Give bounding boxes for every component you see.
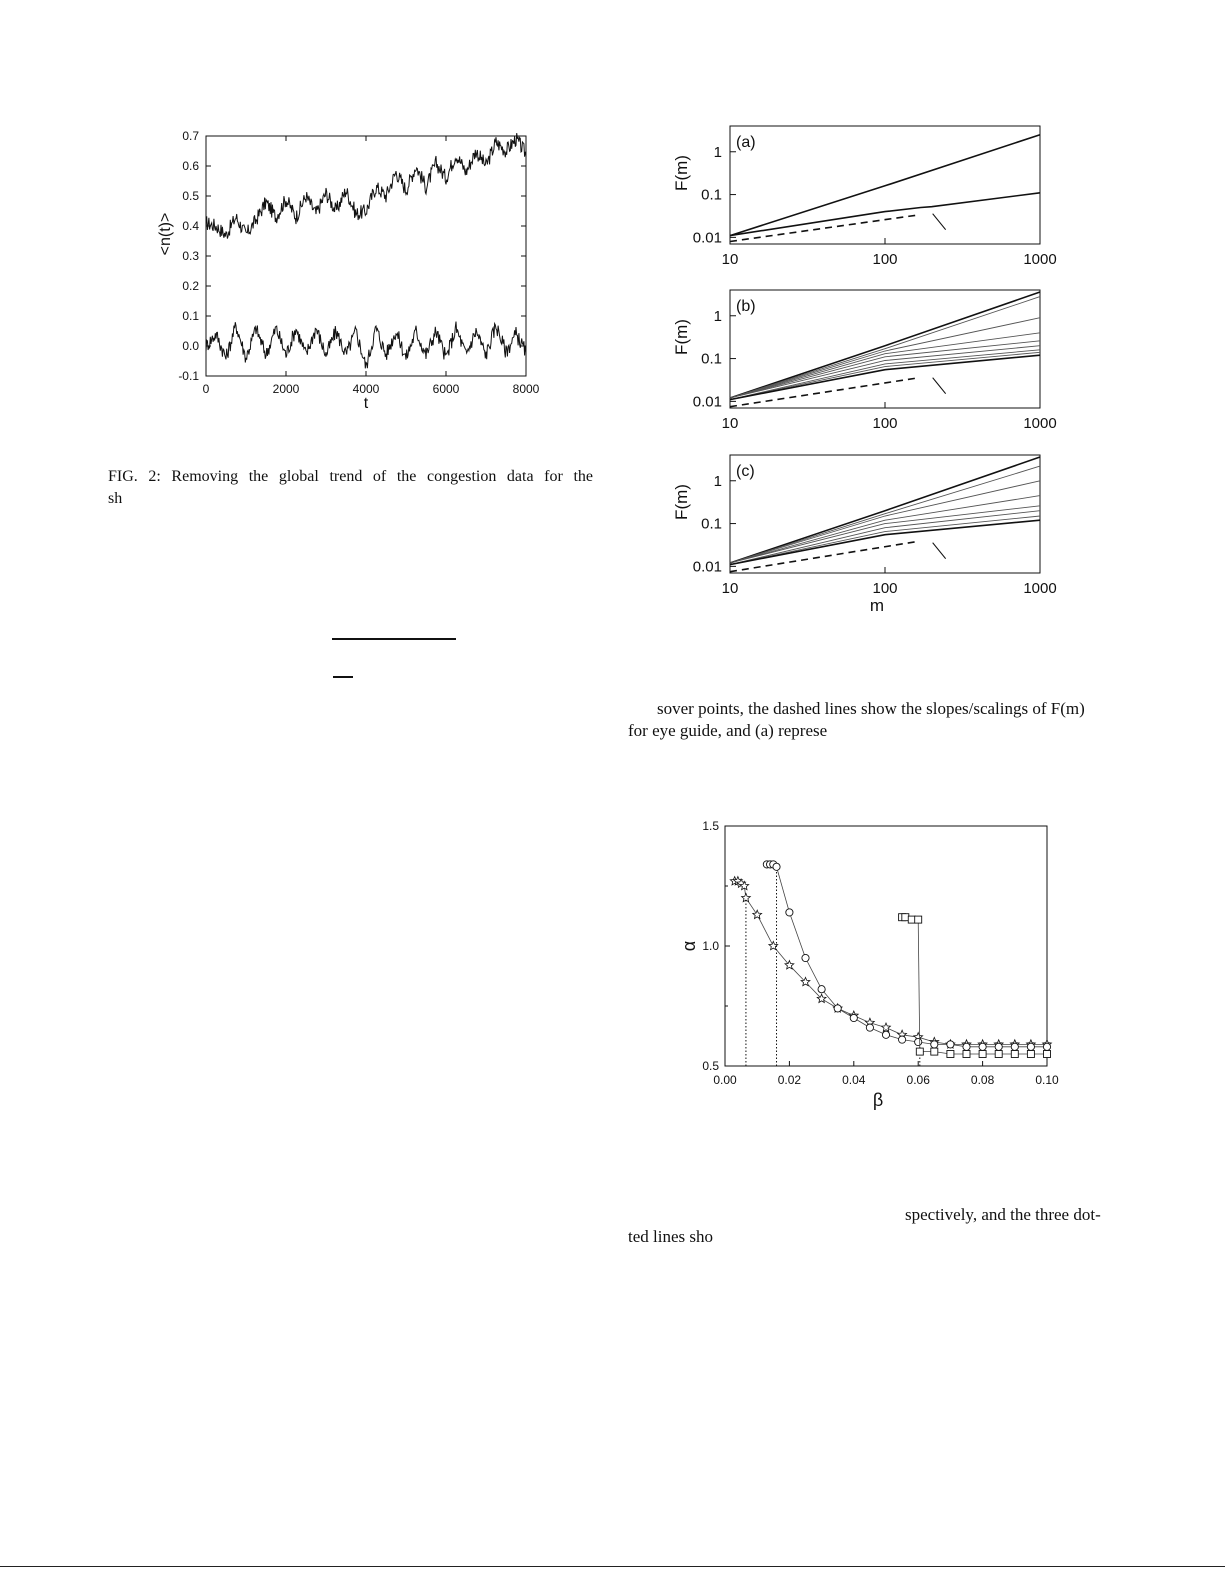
fig2-chart <box>150 128 550 418</box>
fig3-series-bottom <box>730 355 1040 399</box>
fig4-marker-circle <box>963 1043 970 1050</box>
fig3-ytick-label: 0.01 <box>692 393 722 411</box>
fig2-ytick-label: 0.5 <box>182 189 199 203</box>
fig4-line-circles <box>767 864 1047 1046</box>
fig4-marker-square <box>979 1051 986 1058</box>
fig3-series-upper <box>730 135 1040 236</box>
fig4-marker-square <box>1027 1051 1034 1058</box>
fig2-ytick-label: 0.6 <box>182 159 199 173</box>
fig3-panel-label: (b) <box>736 298 756 315</box>
fig4-marker-square <box>916 1048 923 1055</box>
fig2-frame <box>206 136 526 376</box>
fig3-ytick-label: 1 <box>713 143 722 161</box>
fig4-marker-circle <box>995 1043 1002 1050</box>
fig3-ylabel: F(m) <box>672 155 691 191</box>
fig2-series-original <box>206 133 526 239</box>
fig3-series-dashed-guide <box>730 215 917 241</box>
fig3-xtick-label: 1000 <box>1023 251 1057 268</box>
fig4-marker-circle <box>866 1024 873 1031</box>
fig4-marker-square <box>908 916 915 923</box>
fig2-ylabel: <n(t)> <box>157 212 174 256</box>
fig3-ytick-label: 0.01 <box>692 558 722 576</box>
fig4-line-squares <box>902 917 1047 1054</box>
fig3-ytick-label: 0.1 <box>701 515 722 533</box>
fig2-ytick-label: 0.3 <box>182 249 199 263</box>
page-bottom-rule <box>0 1566 1225 1567</box>
fig4-chart <box>675 812 1065 1112</box>
fig3-series-lower <box>730 193 1040 236</box>
fig2-xtick-label: 2000 <box>272 382 300 396</box>
fig2-xtick-label: 8000 <box>512 382 540 396</box>
fig4-marker-square <box>995 1051 1002 1058</box>
fig4-marker-circle <box>882 1031 889 1038</box>
fig4-marker-circle <box>786 909 793 916</box>
fig4-marker-circle <box>850 1014 857 1021</box>
fig4-xtick-label: 0.04 <box>842 1073 866 1087</box>
fig4-marker-circle <box>915 1038 922 1045</box>
fig4-marker-circle <box>818 986 825 993</box>
fig4-marker-star <box>753 910 762 918</box>
fig3-xlabel: m <box>869 596 885 615</box>
fig2-xlabel: t <box>363 395 369 412</box>
fig4-xtick-label: 0.02 <box>777 1073 802 1087</box>
fig4-caption-line1: spectively, and the three dot- <box>905 1205 1101 1224</box>
equation-bar-small <box>333 676 353 678</box>
fig3-series-curve-6 <box>730 511 1040 565</box>
fig3-xtick-label: 10 <box>721 415 739 432</box>
fig2-ytick-label: 0.4 <box>182 219 199 233</box>
fig4-marker-star <box>882 1023 891 1031</box>
fig4-marker-circle <box>834 1005 841 1012</box>
fig3-ylabel: F(m) <box>672 319 691 355</box>
fig4-ylabel: α <box>679 940 699 952</box>
fig2-ytick-label: 0.1 <box>182 309 199 323</box>
fig3-ylabel: F(m) <box>672 484 691 520</box>
fig3-xtick-label: 100 <box>872 251 898 268</box>
fig3-ytick-label: 0.01 <box>692 229 722 247</box>
fig4-caption-line2: ted lines sho <box>628 1227 713 1246</box>
fig3-caption-line1: sover points, the dashed lines show the slopes/scalings of F(m) <box>657 699 1085 718</box>
fig3-xtick-label: 10 <box>721 580 739 597</box>
fig4-xlabel: β <box>872 1090 884 1110</box>
fig3-series-bottom <box>730 520 1040 564</box>
fig2-caption-line2: sh <box>108 490 123 507</box>
fig3-series-curve-3 <box>730 481 1040 563</box>
fig4-marker-circle <box>1011 1043 1018 1050</box>
fig2-xtick-label: 0 <box>202 382 210 396</box>
fig4-marker-circle <box>979 1043 986 1050</box>
fig2-ytick-label: -0.1 <box>178 369 199 383</box>
fig3-ytick-label: 0.1 <box>701 186 722 204</box>
fig4-marker-circle <box>931 1041 938 1048</box>
fig4-marker-square <box>1044 1051 1051 1058</box>
fig4-ytick-label: 1.0 <box>702 939 719 953</box>
fig3-ytick-label: 1 <box>713 307 722 325</box>
fig3-xtick-label: 1000 <box>1023 415 1057 432</box>
fig4-line-stars <box>735 881 1047 1044</box>
fig3-xtick-label: 10 <box>721 251 739 268</box>
fig3-xtick-label: 100 <box>872 415 898 432</box>
fig3-arrow <box>933 214 946 230</box>
fig2-ytick-label: 0.7 <box>182 129 199 143</box>
fig4-marker-square <box>947 1051 954 1058</box>
fig4-marker-square <box>931 1048 938 1055</box>
fig4-marker-star <box>742 893 751 901</box>
fig3-arrow <box>933 378 946 394</box>
fig3-series-curve-7 <box>730 350 1040 400</box>
fig4-marker-square <box>1011 1051 1018 1058</box>
fig2-ytick-label: 0.2 <box>182 279 199 293</box>
fig4-marker-circle <box>802 954 809 961</box>
fig3-caption-line2: for eye guide, and (a) represe <box>628 721 828 740</box>
fig4-marker-circle <box>947 1041 954 1048</box>
fig3-ytick-label: 0.1 <box>701 350 722 368</box>
fig2-xtick-label: 4000 <box>352 382 380 396</box>
fig3-arrow <box>933 543 946 559</box>
fig3-ytick-label: 1 <box>713 472 722 490</box>
fig3-xtick-label: 100 <box>872 580 898 597</box>
fig3-chart <box>668 120 1068 630</box>
fig3-panel-label: (c) <box>736 463 755 480</box>
fig4-marker-square <box>915 916 922 923</box>
fig3-series-top <box>730 292 1040 398</box>
fig4-ytick-label: 0.5 <box>702 1059 719 1073</box>
fig2-caption-line1: FIG. 2: Removing the global trend of the congestion data for the <box>108 468 593 485</box>
fig4-marker-circle <box>1043 1043 1050 1050</box>
fig4-xtick-label: 0.06 <box>906 1073 930 1087</box>
fig3-series-curve-4 <box>730 496 1040 563</box>
fig4-xtick-label: 0.08 <box>970 1073 995 1087</box>
fig4-marker-circle <box>899 1036 906 1043</box>
fig4-marker-square <box>963 1051 970 1058</box>
fig4-marker-square <box>902 914 909 921</box>
fig4-ytick-label: 1.5 <box>702 819 719 833</box>
fig4-marker-circle <box>1027 1043 1034 1050</box>
fig3-panel-label: (a) <box>736 134 756 151</box>
fig2-ytick-label: 0.0 <box>182 339 199 353</box>
fig2-series-detrended <box>206 322 526 369</box>
fig4-marker-circle <box>773 863 780 870</box>
fig3-xtick-label: 1000 <box>1023 580 1057 597</box>
equation-fraction-bar <box>332 638 456 640</box>
fig4-xtick-label: 0.10 <box>1035 1073 1059 1087</box>
fig2-xtick-label: 6000 <box>432 382 460 396</box>
fig3-series-curve-4 <box>730 333 1040 398</box>
fig4-xtick-label: 0.00 <box>713 1073 737 1087</box>
